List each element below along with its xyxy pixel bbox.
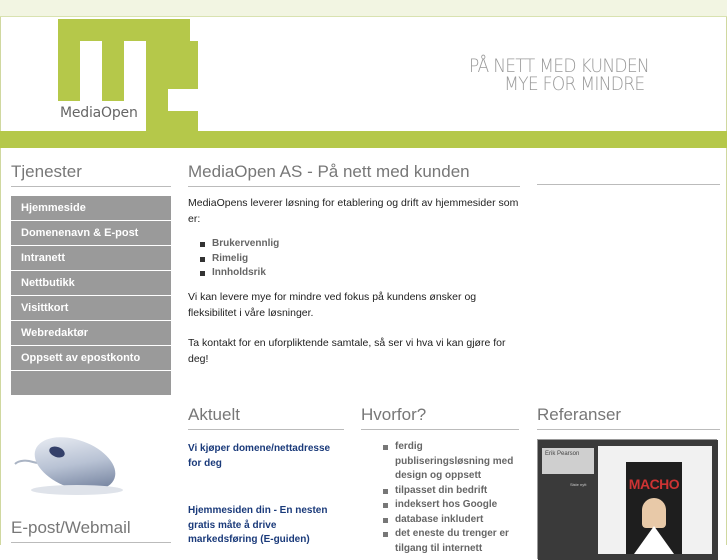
sidebar-item-hjemmeside[interactable]: Hjemmeside (11, 196, 171, 221)
ref-poster-title: MACHO (628, 476, 680, 492)
slogan (465, 57, 650, 93)
right-column (537, 162, 720, 185)
sidebar-item-epostkonto[interactable]: Oppsett av epostkonto (11, 346, 171, 371)
hvorfor-item: database inkludert (395, 513, 519, 528)
referanser-heading: Referanser (537, 405, 720, 430)
sidebar-item-nettbutikk[interactable]: Nettbutikk (11, 271, 171, 296)
page-title: MediaOpen AS - På nett med kunden (188, 162, 520, 187)
slogan-line-2: MYE FOR MINDRE (504, 73, 645, 95)
news-link[interactable]: Hjemmesiden din - En nesten gratis måte å drive markedsføring (E-guiden) (188, 505, 328, 545)
logo-text: MediaOpen (60, 105, 138, 121)
feature-item: Rimelig (212, 252, 520, 267)
hvorfor-heading: Hvorfor? (361, 405, 519, 430)
hvorfor-list (395, 440, 519, 556)
ref-poster-face (642, 498, 666, 528)
sidebar (11, 162, 171, 395)
header-green-bar (0, 131, 727, 148)
paragraph-2: Vi kan levere mye for mindre ved fokus på kundens ønsker og fleksibilitet i våre løsninger. (188, 290, 477, 319)
webmail-section (11, 518, 171, 543)
main-section (188, 162, 520, 367)
news-link[interactable]: Vi kjøper domene/nettadresse for deg (188, 443, 331, 469)
hvorfor-item: indeksert hos Google (395, 498, 519, 513)
sidebar-item-visittkort[interactable]: Visittkort (11, 296, 171, 321)
referanser-section (537, 405, 720, 559)
computer-mouse-icon (13, 430, 163, 500)
feature-item: Brukervennlig (212, 237, 520, 252)
right-column-heading (537, 162, 720, 185)
page-content (0, 148, 727, 554)
sidebar-heading: Tjenester (11, 162, 171, 187)
feature-item: Innholdsrik (212, 266, 520, 281)
ref-side-logo: Erik Pearson (542, 448, 594, 474)
ref-sidebar-text: Siste nytt (570, 482, 587, 487)
reference-screenshot[interactable] (537, 439, 717, 559)
sidebar-item-intranett[interactable]: Intranett (11, 246, 171, 271)
webmail-heading: E-post/Webmail (11, 518, 171, 543)
paragraph-3: Ta kontakt for en uforpliktende samtale, så ser vi hva vi kan gjøre for deg! (188, 336, 506, 365)
sidebar-item-webredaktor[interactable]: Webredaktør (11, 321, 171, 346)
sidebar-item-domenenavn[interactable]: Domenenavn & E-post (11, 221, 171, 246)
hvorfor-item: tilpasset din bedrift (395, 484, 519, 499)
slogan-line-1: PÅ NETT MED KUNDEN (469, 55, 649, 77)
top-strip (0, 0, 727, 17)
hvorfor-section (361, 405, 519, 556)
aktuelt-section (188, 405, 344, 548)
hvorfor-item: det eneste du trenger er tilgang til internett (395, 527, 519, 556)
sidebar-nav-footer (11, 371, 171, 395)
aktuelt-heading: Aktuelt (188, 405, 344, 430)
sidebar-nav (11, 196, 171, 395)
hvorfor-item: ferdig publiseringsløsning med design og oppsett (395, 440, 519, 484)
intro-text: MediaOpens leverer løsning for etablering og drift av hjemmesider som er: (188, 197, 519, 225)
feature-list (212, 237, 520, 281)
site-header (0, 17, 727, 131)
